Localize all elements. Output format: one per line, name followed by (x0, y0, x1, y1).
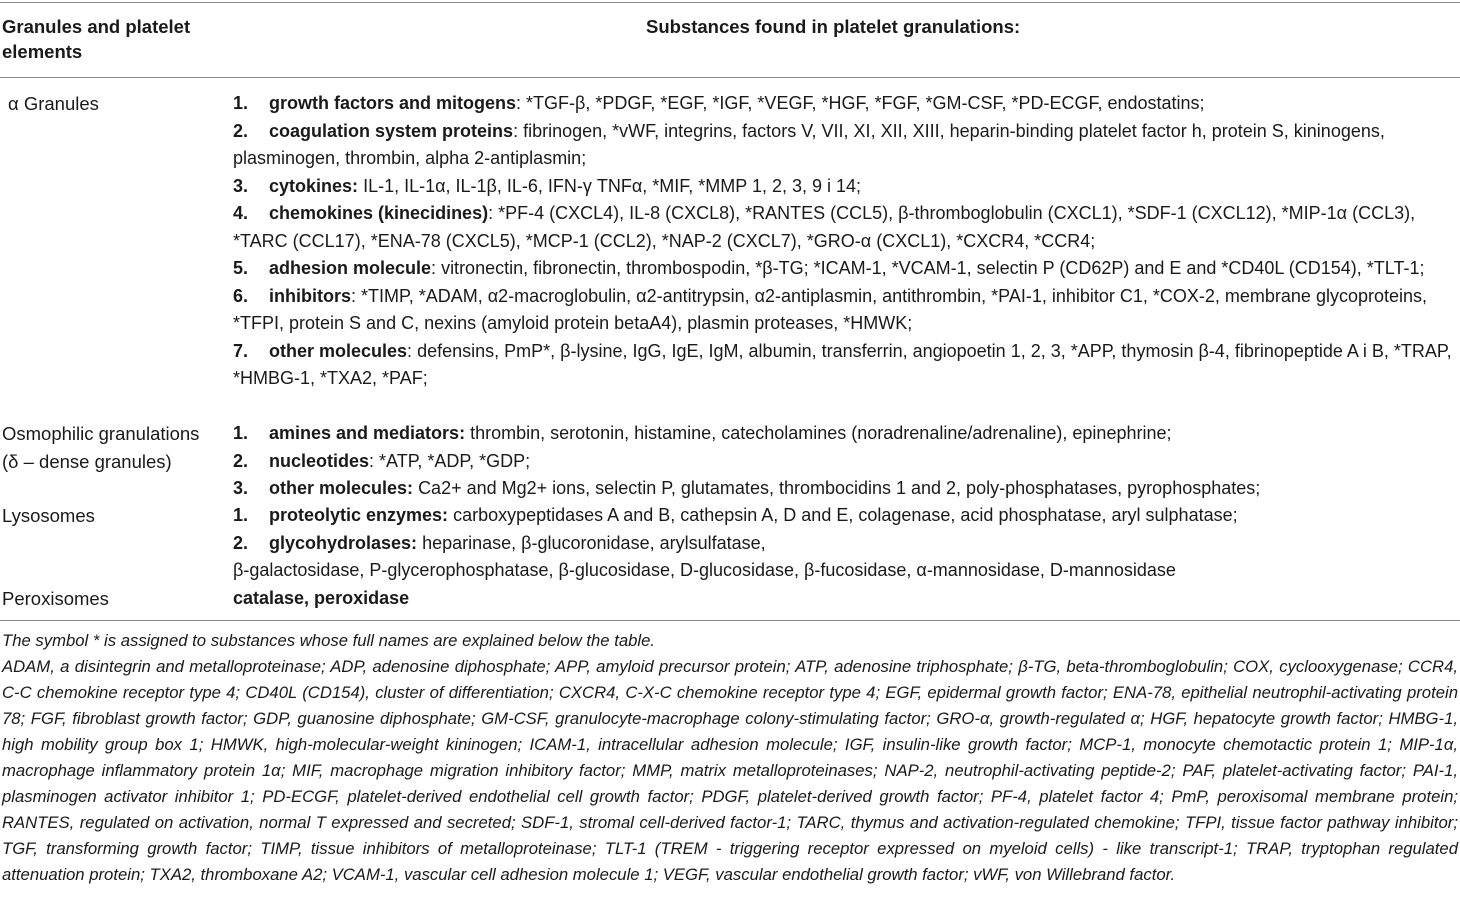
list-item: 3. other molecules: Ca2+ and Mg2+ ions, selectin P, glutamates, thrombocidins 1 and 2, poly-phosphatases, pyrophosphates; (233, 478, 1261, 498)
row-substances (233, 585, 1458, 613)
list-item: 1. proteolytic enzymes: carboxypeptidases A and B, cathepsin A, D and E, colagenase, acid phosphatase, aryl sulphatase; (233, 505, 1238, 525)
list-item: 2. glycohydrolases: heparinase, β-glucoronidase, arylsulfatase, (233, 532, 766, 553)
list-item: 3. cytokines: IL-1, IL-1α, IL-1β, IL-6, IFN-γ TNFα, *MIF, *MMP 1, 2, 3, 9 i 14; (233, 175, 862, 196)
abbreviations: ADAM, a disintegrin and metalloproteinase; ADP, adenosine diphosphate; APP, amyloid precursor protein; ATP, adenosine triphosphate; β-TG, beta-thromboglobulin; COX, cyclooxygenase; CCR4, C-C chemokine receptor type 4; CD40L (CD154), cluster of differentiation; CXCR4, C-X-C chemokine receptor type 4; EGF, epidermal growth factor; ENA-78, epithelial neutrophil-activating protein 78; FGF, fibroblast growth factor; GDP, guanosine diphosphate; GM-CSF, granulocyte-macrophage colony-stimulating factor; GRO-α, growth-regulated α; HGF, hepatocyte growth factor; HMBG-1, high mobility group box 1; HMWK, high-molecular-weight kininogen; ICAM-1, intracellular adhesion molecule; IGF, insulin-like growth factor; MCP-1, monocyte chemotactic protein 1; MIP-1α, macrophage inflammatory protein 1α; MIF, macrophage migration inhibitory factor; MMP, matrix metalloproteinases; NAP-2, neutrophil-activating peptide-2; PAF, platelet-activating factor; PAI-1, plasminogen activator inhibitor 1; PD-ECGF, platelet-derived endothelial cell growth factor; PDGF, platelet-derived growth factor; PF-4, platelet factor 4; PmP, peroxisomal membrane protein; RANTES, regulated on activation, normal T expressed and secreted; SDF-1, stromal cell-derived factor-1; TARC, thymus and activation-regulated chemokine; TFPI, tissue factor pathway inhibitor; TGF, transforming growth factor; TIMP, tissue inhibitors of metalloproteinase; TLT-1 (TREM - triggering receptor expressed on myeloid cells) - like transcript-1; TRAP, tryptophan regulated attenuation protein; TXA2, thromboxane A2; VCAM-1, vascular cell adhesion molecule 1; VEGF, vascular endothelial growth factor; vWF, von Willebrand factor. (2, 657, 1458, 884)
row-category: Osmophilic granulations (δ – dense granules) (2, 423, 200, 472)
row-category: Lysosomes (2, 505, 95, 526)
list-item: β-galactosidase, P-glycerophosphatase, β-glucosidase, D-glucosidase, β-fucosidase, α-mannosidase, D-mannosidase (233, 560, 1176, 580)
list-item: 1. amines and mediators: thrombin, serotonin, histamine, catecholamines (noradrenaline/adrenaline), epinephrine; (233, 423, 1172, 443)
row-substances (233, 420, 1458, 503)
list-item: 1. growth factors and mitogens: *TGF-β, *PDGF, *EGF, *IGF, *VEGF, *HGF, *FGF, *GM-CSF, *PD-ECGF, endostatins; (233, 93, 1205, 113)
list-item: 6. inhibitors: *TIMP, *ADAM, α2-macroglobulin, α2-antitrypsin, α2-antiplasmin, antithrombin, *PAI-1, inhibitor C1, *COX-2, membrane glycoproteins, *TFPI, protein S and C, nexins (amyloid protein betaA4), plasmin proteases, *HMWK; (233, 285, 1427, 333)
list-item: 7. other molecules: defensins, PmP*, β-lysine, IgG, IgE, IgM, albumin, transferrin, angiopoetin 1, 2, 3, *APP, thymosin β-4, fibrinopeptide A i B, *TRAP, *HMBG-1, *TXA2, *PAF; (233, 340, 1452, 388)
row-category: Peroxisomes (2, 588, 109, 609)
row-substances (233, 90, 1458, 393)
list-item: 2. nucleotides: *ATP, *ADP, *GDP; (233, 450, 531, 471)
footnote: The symbol * is assigned to substances whose full names are explained below the table. (2, 631, 656, 650)
row-category: α Granules (8, 93, 99, 114)
list-item: 2. coagulation system proteins: fibrinogen, *vWF, integrins, factors V, VII, XI, XII, XIII, heparin-binding platelet factor h, protein S, kininogens, plasminogen, thrombin, alpha 2-antiplasmin; (233, 120, 1385, 168)
header-rule (0, 77, 1460, 78)
list-item: catalase, peroxidase (233, 588, 410, 608)
bottom-rule (0, 620, 1460, 621)
column-header-elements: Granules and platelet elements (2, 16, 191, 62)
list-item: 4. chemokines (kinecidines): *PF-4 (CXCL4), IL-8 (CXCL8), *RANTES (CCL5), β-thromboglobulin (CXCL1), *SDF-1 (CXCL12), *MIP-1α (CCL3), *TARC (CCL17), *ENA-78 (CXCL5), *MCP-1 (CCL2), *NAP-2 (CXCL7), *GRO-α (CXCL1), *CXCR4, *CCR4; (233, 203, 1416, 251)
row-substances (233, 502, 1458, 585)
top-rule (0, 2, 1460, 3)
column-header-substances: Substances found in platelet granulations: (646, 16, 1021, 37)
list-item: 5. adhesion molecule: vitronectin, fibronectin, thrombospodin, *β-TG; *ICAM-1, *VCAM-1, selectin P (CD62P) and E and *CD40L (CD154), *TLT-1; (233, 258, 1425, 278)
table-footer (2, 628, 1458, 888)
